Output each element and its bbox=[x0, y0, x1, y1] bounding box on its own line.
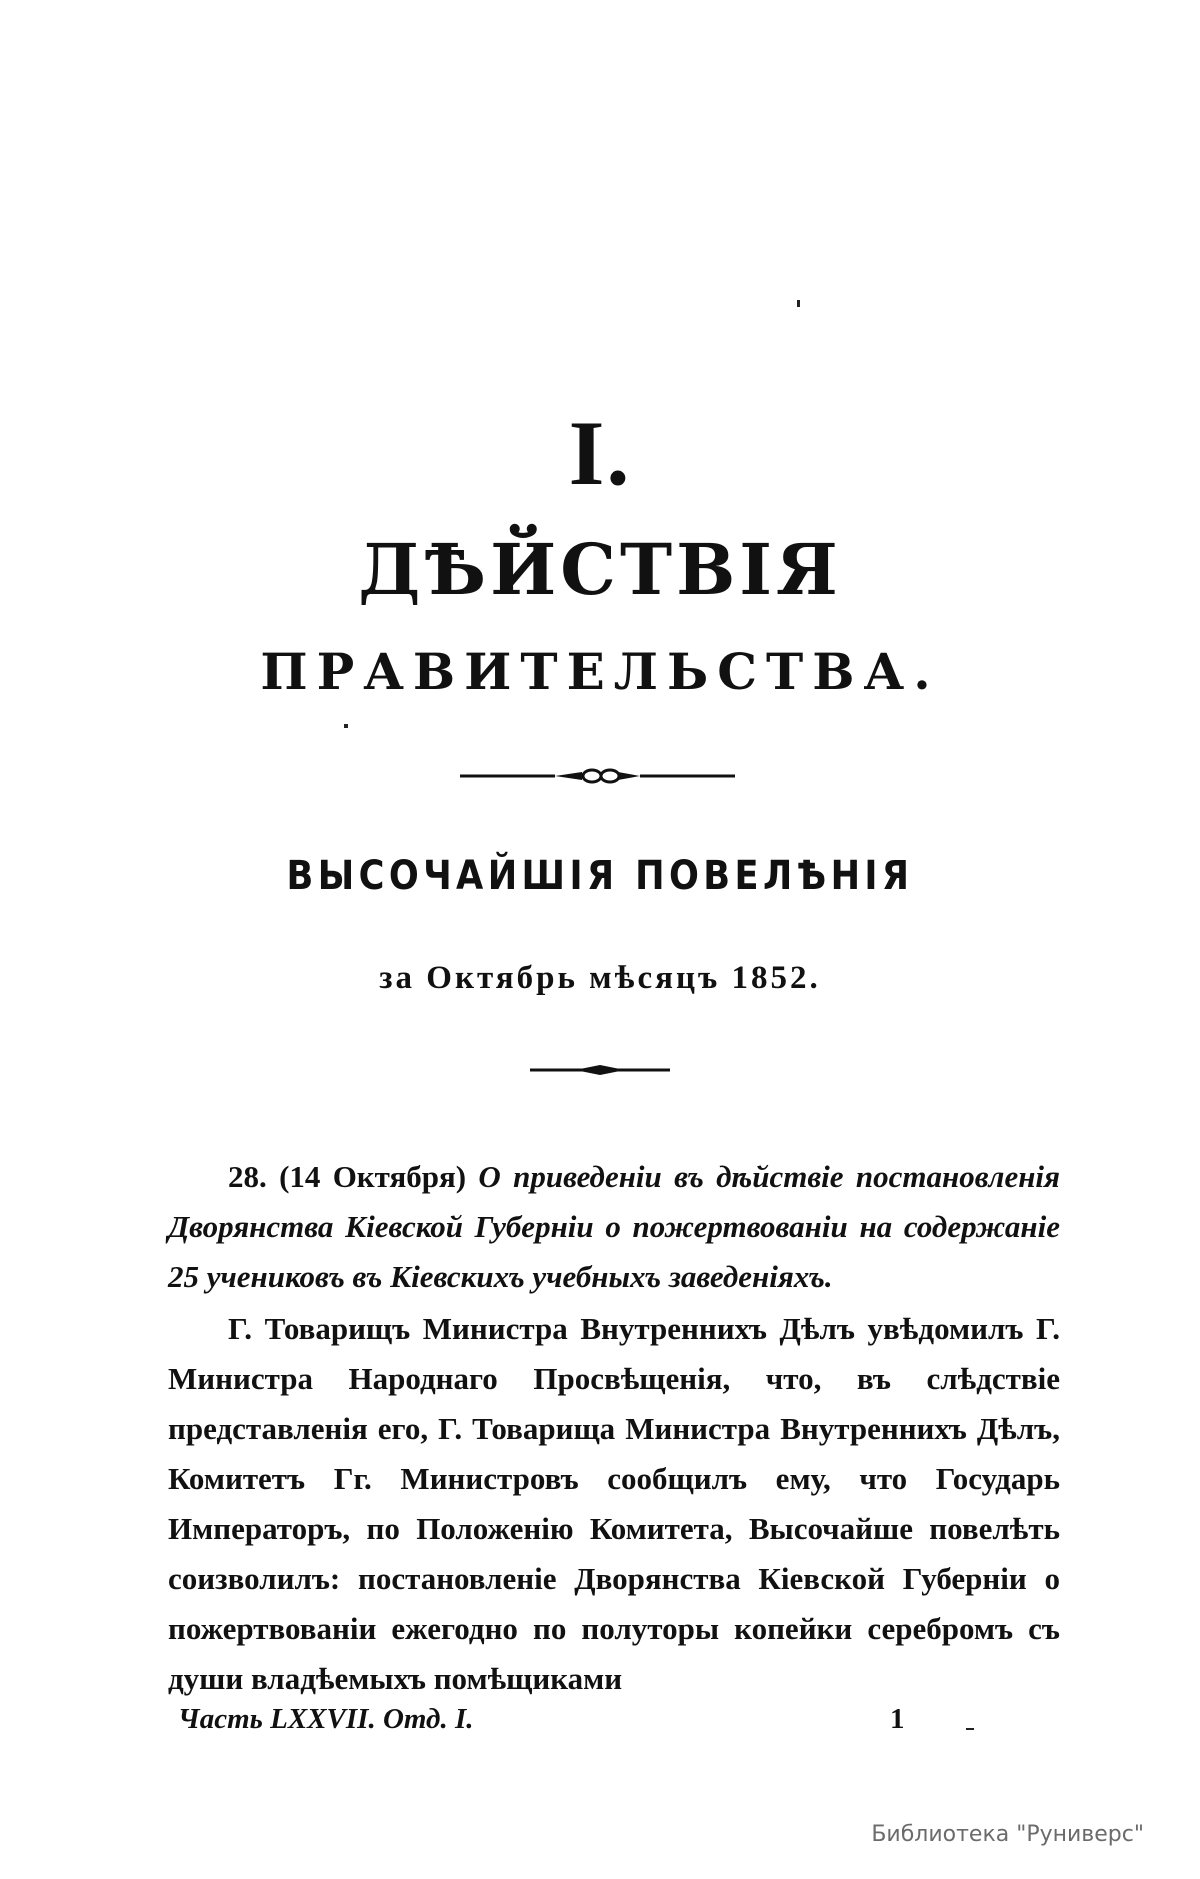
stray-mark bbox=[966, 1728, 974, 1730]
section-number: I. bbox=[568, 402, 632, 504]
ornament-divider-small bbox=[530, 1063, 670, 1077]
entry-title: О приведеніи въ дѣйствіе постановленія Дворянства Кіевской Губерніи о пожертвованіи на содержаніе 25 учениковъ въ Кіевскихъ учебныхъ заведеніяхъ. bbox=[168, 1159, 1060, 1294]
stray-mark bbox=[344, 724, 348, 728]
body-text: Г. Товарищъ Министра Внутреннихъ Дѣлъ увѣдомилъ Г. Министра Народнаго Просвѣщенія, что, въ слѣдствіе представленія его, Г. Товарища Министра Внутреннихъ Дѣлъ, Комитетъ Гг. Министровъ сообщилъ ему, что Государь Императоръ, по Положенію Комитета, Высочайше повелѣть соизволилъ: постановленіе Дворянства Кіевской Губерніи о пожертвованіи ежегодно по полуторы копейки серебромъ съ души владѣемыхъ помѣщиками bbox=[168, 1311, 1060, 1696]
page-number: 1 bbox=[890, 1703, 905, 1735]
entry-heading bbox=[168, 1152, 1060, 1302]
entry-date: (14 Октября) bbox=[279, 1159, 467, 1194]
library-watermark: Библиотека "Руниверс" bbox=[871, 1822, 1144, 1847]
subheading: за Октябрь мѣсяцъ 1852. bbox=[379, 960, 821, 996]
body-paragraph bbox=[168, 1304, 1060, 1704]
heading-secondary: ПРАВИТЕЛЬСТВА. bbox=[260, 642, 940, 701]
ornament-divider bbox=[460, 764, 735, 788]
heading-main: ДѢЙСТВІЯ bbox=[358, 528, 842, 611]
entry-number: 28. bbox=[228, 1159, 267, 1194]
heading-tertiary: ВЫСОЧАЙШІЯ ПОВЕЛѢНІЯ bbox=[286, 853, 914, 899]
footer-part-label: Часть LXXVII. Отд. I. bbox=[178, 1703, 474, 1735]
stray-mark bbox=[797, 300, 800, 307]
